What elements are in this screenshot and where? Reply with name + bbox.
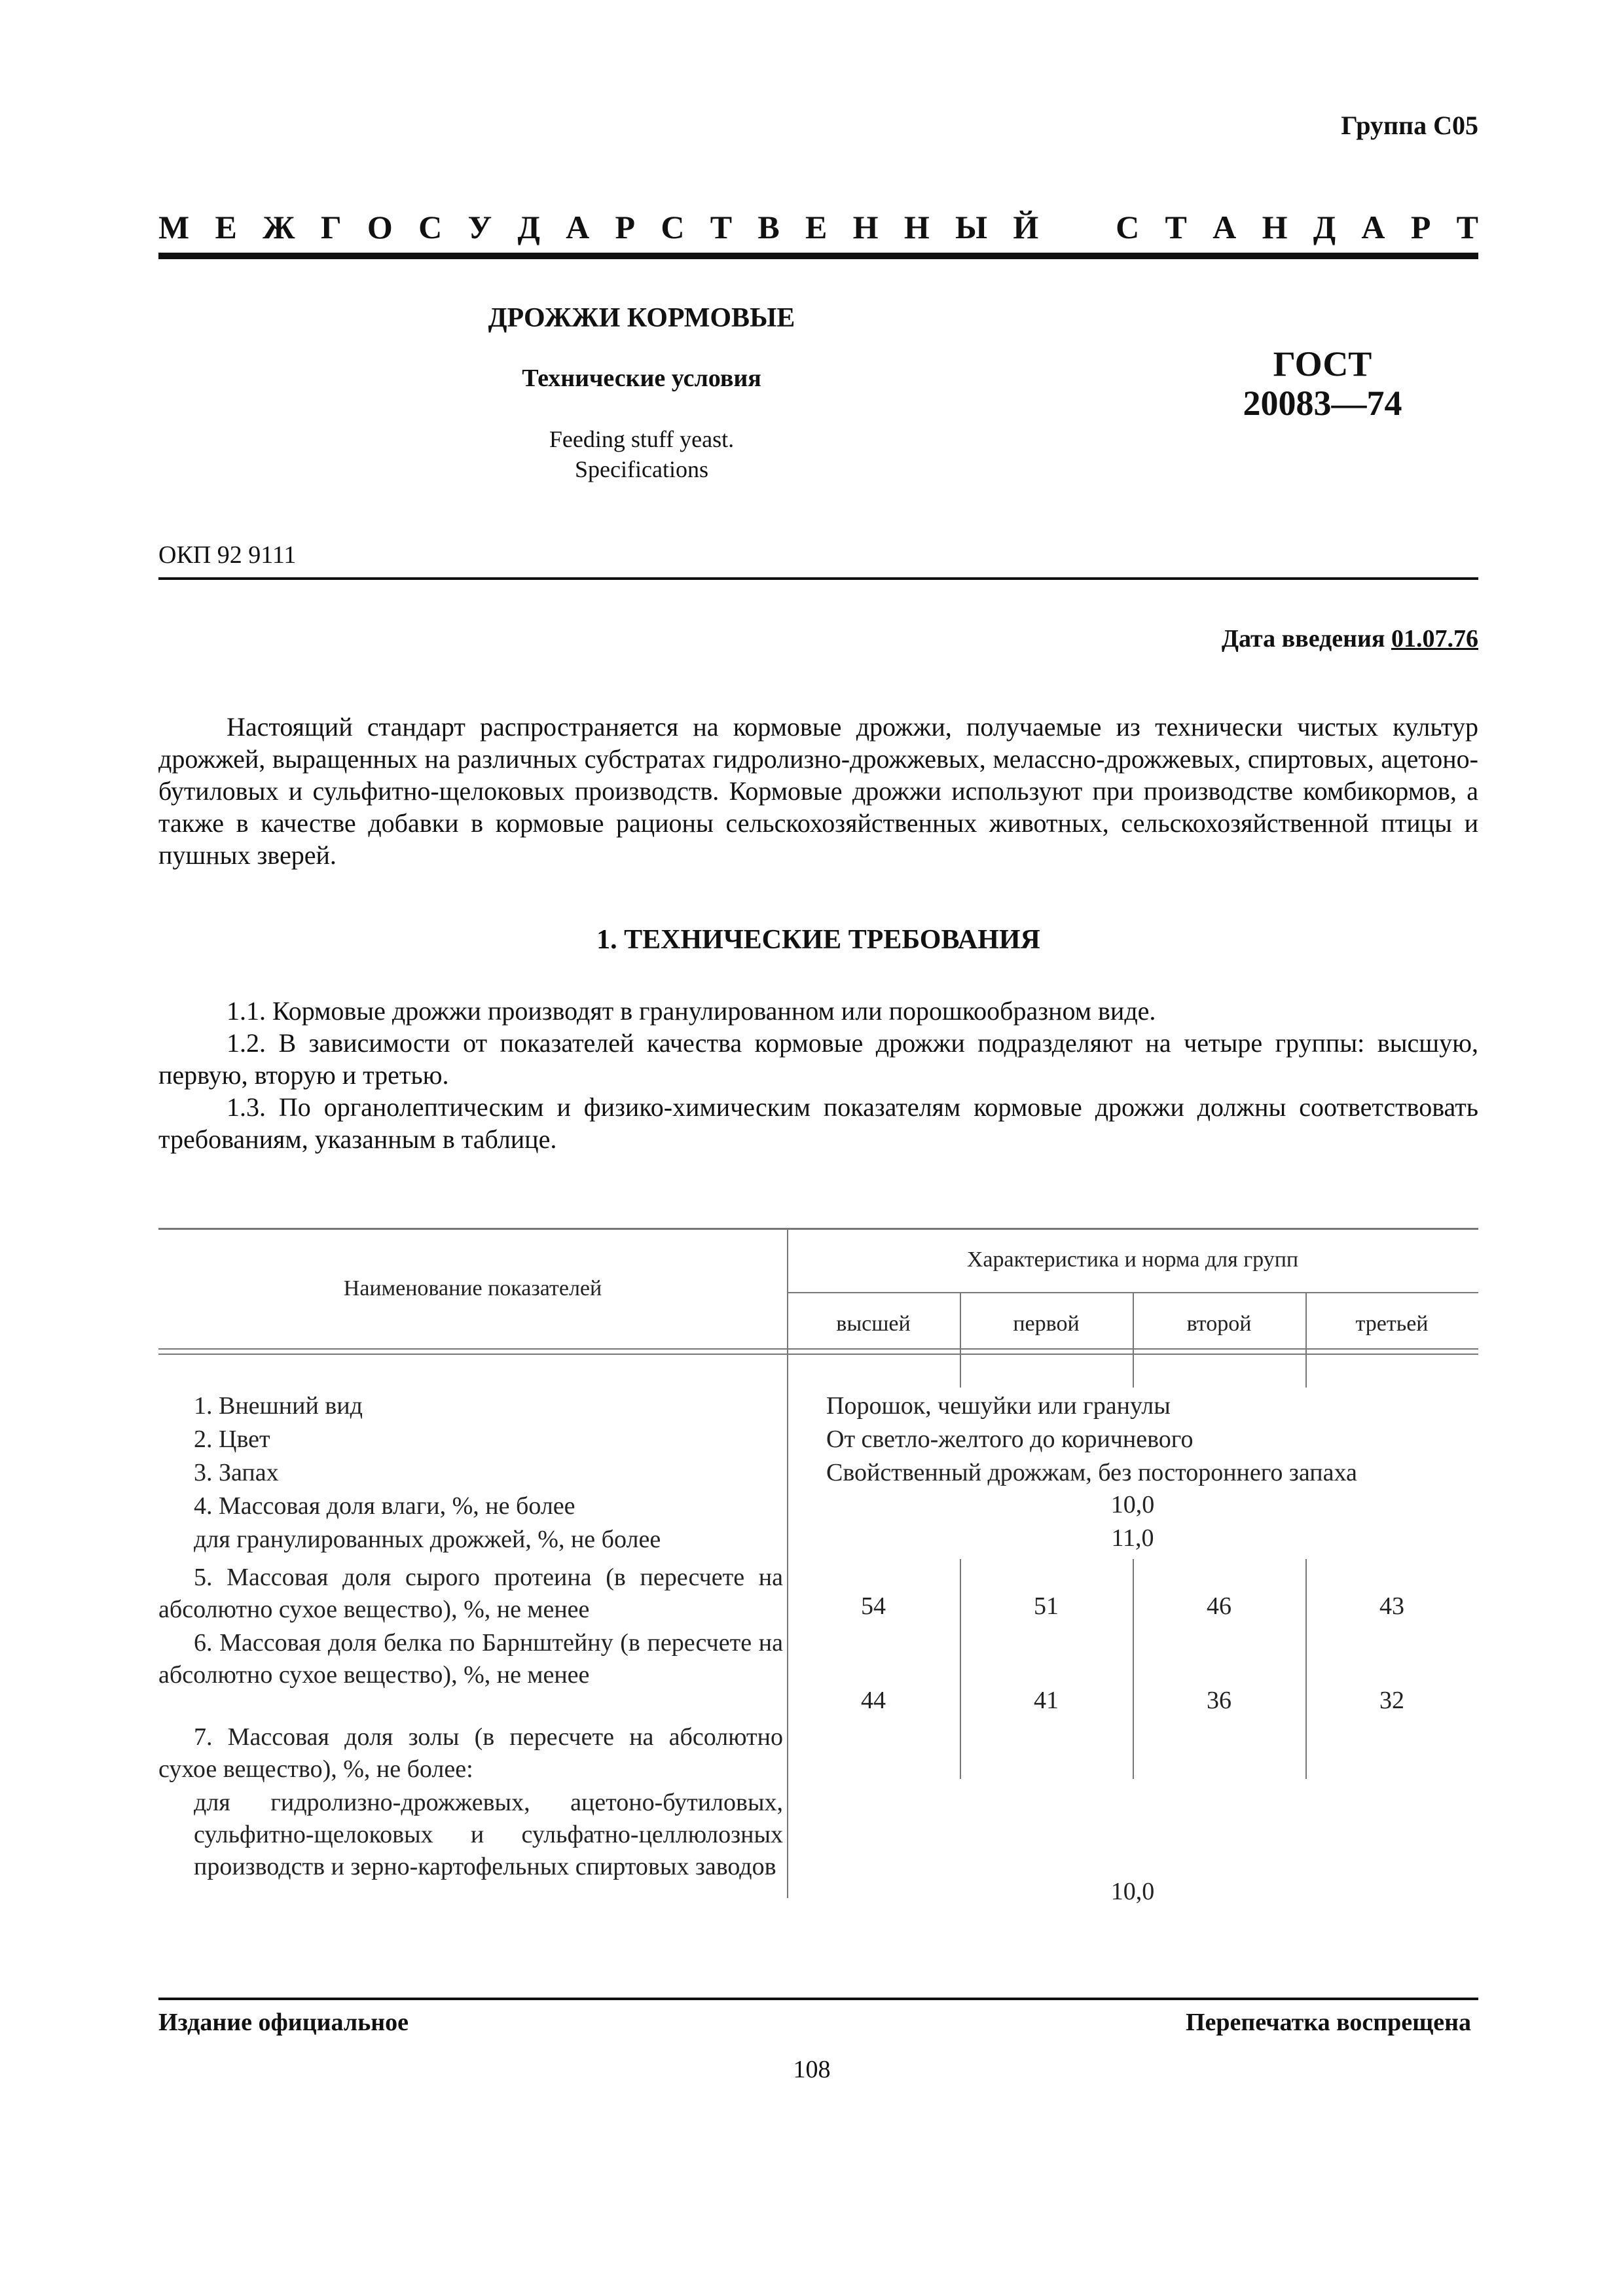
col-group-header: Характеристика и норма для групп <box>966 1247 1299 1272</box>
footer-reprint-prohibited: Перепечатка воспрещена <box>1185 2009 1471 2036</box>
row-3-value: Свойственный дрожжам, без постороннего запаха <box>826 1459 1357 1486</box>
bottom-rule <box>158 1998 1478 2000</box>
row-6-value-third: 32 <box>1379 1687 1404 1714</box>
row-2-name: 2. Цвет <box>194 1426 270 1453</box>
footer-official-edition: Издание официальное <box>158 2009 409 2036</box>
section-title: 1. ТЕХНИЧЕСКИЕ ТРЕБОВАНИЯ <box>596 925 1040 955</box>
table-col-divider-3-header <box>1305 1292 1307 1388</box>
group-header-highest: высшей <box>836 1312 911 1336</box>
group-header-third: третьей <box>1355 1312 1429 1336</box>
okp-code: ОКП 92 9111 <box>158 541 297 569</box>
gost-number: 20083—74 <box>1243 384 1402 423</box>
row-7a-value: 10,0 <box>1110 1878 1155 1905</box>
english-title-line2: Specifications <box>575 456 708 482</box>
english-title-line1: Feeding stuff yeast. <box>549 426 735 452</box>
document-subtitle: Технические условия <box>522 365 761 392</box>
row-6-value-first: 41 <box>1034 1687 1059 1714</box>
row-7a-name: для гидролизно-дрожжевых, ацетоно-бутиловых, сульфитно-щелоковых и сульфатно-целлюлозных производств и зерно-картофельных спиртовых заводов <box>194 1789 783 1880</box>
row-6-value-highest: 44 <box>861 1687 886 1714</box>
group-code: Группа С05 <box>1341 111 1478 140</box>
interstate-heading-text: М Е Ж Г О С У Д А Р С Т В Е Н Н Ы Й С Т А Н Д А Р Т <box>158 209 1478 245</box>
top-rule <box>158 253 1478 259</box>
row-4-value: 10,0 <box>1110 1491 1155 1518</box>
table-header-double-rule-2 <box>158 1354 1478 1355</box>
group-header-second: второй <box>1186 1312 1252 1336</box>
clause-1-1: 1.1. Кормовые дрожжи производят в гранулированном или порошкообразном виде. <box>227 996 1156 1026</box>
row-4-name: 4. Массовая доля влаги, %, не более <box>194 1492 575 1520</box>
row-5-value-third: 43 <box>1379 1592 1404 1620</box>
table-header-double-rule-1 <box>158 1348 1478 1350</box>
gost-designation <box>1205 344 1440 423</box>
row-1-value: Порошок, чешуйки или гранулы <box>826 1392 1171 1420</box>
date-label: Дата введения <box>1221 625 1385 653</box>
row-6-value-second: 36 <box>1207 1687 1231 1714</box>
row-7-name: 7. Массовая доля золы (в пересчете на абсолютно сухое вещество), %, не более: <box>158 1723 783 1783</box>
row-2-value: От светло-желтого до коричневого <box>826 1426 1194 1453</box>
col-name-header: Наименование показателей <box>343 1276 602 1300</box>
interstate-standard-heading <box>158 208 1478 246</box>
row-4b-name: для гранулированных дрожжей, %, не более <box>194 1526 661 1553</box>
table-col-divider-1-header <box>960 1292 961 1388</box>
middle-rule <box>158 577 1478 580</box>
clause-1-3: 1.3. По органолептическим и физико-химическим показателям кормовые дрожжи должны соответствовать требованиям, указанным в таблице. <box>158 1092 1478 1154</box>
row-5-name: 5. Массовая доля сырого протеина (в пересчете на абсолютно сухое вещество), %, не менее <box>158 1564 783 1623</box>
table-top-rule <box>158 1228 1478 1230</box>
document-title: ДРОЖЖИ КОРМОВЫЕ <box>488 303 795 333</box>
row-6-name: 6. Массовая доля белка по Барнштейну (в пересчете на абсолютно сухое вещество), %, не менее <box>158 1629 783 1689</box>
group-header-first: первой <box>1013 1312 1080 1336</box>
row-1-name: 1. Внешний вид <box>194 1392 363 1420</box>
row-5-value-first: 51 <box>1034 1592 1059 1620</box>
row-3-name: 3. Запах <box>194 1459 279 1486</box>
intro-paragraph: Настоящий стандарт распространяется на кормовые дрожжи, получаемые из технически чистых культур дрожжей, выращенных на различных субстратах гидролизно-дрожжевых, мелассно-дрожжевых, спиртовых, ацетоно-бутиловых и сульфитно-щелоковых производств. Кормовые дрожжи используют при производстве комбикормов, а также в качестве добавки в кормовые рационы сельскохозяйственных животных, сельскохозяйственной птицы и пушных зверей. <box>158 712 1478 870</box>
clause-1-2: 1.2. В зависимости от показателей качества кормовые дрожжи подразделяют на четыре группы: высшую, первую, вторую и третью. <box>158 1028 1478 1090</box>
row-5-value-second: 46 <box>1207 1592 1231 1620</box>
introduction-date <box>1222 624 1478 653</box>
page-number: 108 <box>793 2056 831 2083</box>
row-5-value-highest: 54 <box>861 1592 886 1620</box>
row-4b-value: 11,0 <box>1111 1524 1154 1552</box>
date-value: 01.07.76 <box>1391 625 1478 653</box>
table-col-divider-2-header <box>1133 1292 1134 1388</box>
gost-label: ГОСТ <box>1273 344 1372 384</box>
